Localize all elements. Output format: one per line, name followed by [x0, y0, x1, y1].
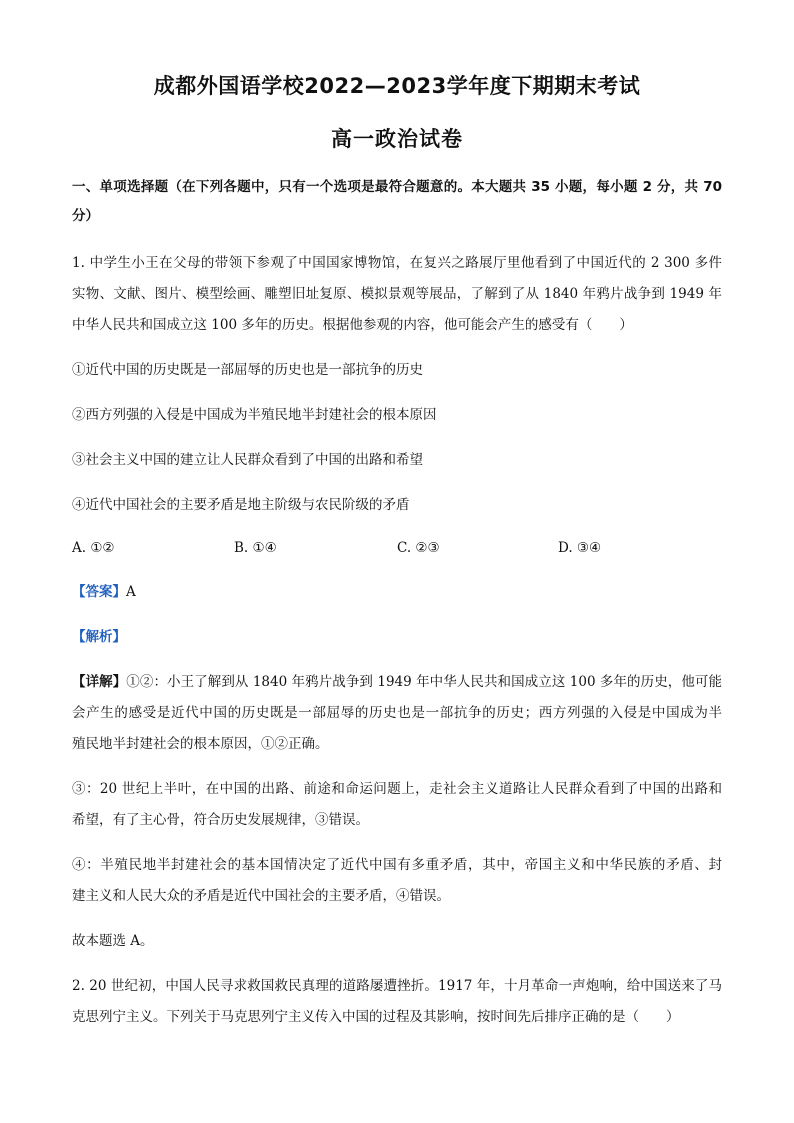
exam-title: 成都外国语学校2022—2023学年度下期期末考试 [153, 74, 641, 98]
q1-option-a: A. ①② [72, 540, 115, 556]
q1-detail-line-2: 会产生的感受是近代中国的历史既是一部屈辱的历史也是一部抗争的历史；西方列强的入侵是中国成为半 [72, 705, 722, 721]
q1-option-b: B. ①④ [234, 540, 277, 556]
q1-point4-line-2: 建主义和人民大众的矛盾是近代中国社会的主要矛盾，④错误。 [72, 888, 450, 904]
section-instructions-line-1: 一、单项选择题（在下列各题中，只有一个选项是最符合题意的。本大题共 35 小题，每小题 2 分，共 70 [72, 179, 722, 195]
answer-label: 【答案】 [72, 584, 126, 600]
detail-label: 【详解】 [72, 674, 127, 690]
q1-conclusion: 故本题选 A。 [72, 933, 154, 949]
q1-statement-2: ②西方列强的入侵是中国成为半殖民地半封建社会的根本原因 [72, 407, 437, 423]
section-instructions-line-2: 分） [72, 208, 99, 224]
q1-statement-1: ①近代中国的历史既是一部屈辱的历史也是一部抗争的历史 [72, 362, 423, 378]
q1-detail-line-1 [72, 672, 722, 692]
q1-option-c: C. ②③ [397, 540, 440, 556]
q1-detail-line-3: 殖民地半封建社会的根本原因，①②正确。 [72, 736, 329, 752]
q1-statement-3: ③社会主义中国的建立让人民群众看到了中国的出路和希望 [72, 452, 423, 468]
q1-stem-line-1: 1. 中学生小王在父母的带领下参观了中国国家博物馆，在复兴之路展厅里他看到了中国近代的 2 300 多件 [72, 255, 722, 271]
q1-stem-line-2: 实物、文献、图片、模型绘画、雕塑旧址复原、模拟景观等展品，了解到了从 1840 年鸦片战争到 1949 年 [72, 286, 722, 302]
q1-answer [72, 582, 722, 602]
q1-option-d: D. ③④ [558, 540, 602, 556]
analysis-label: 【解析】 [72, 629, 126, 645]
q1-statement-4: ④近代中国社会的主要矛盾是地主阶级与农民阶级的矛盾 [72, 497, 410, 513]
answer-value: A [126, 584, 136, 600]
exam-subtitle: 高一政治试卷 [331, 127, 463, 151]
q1-point3-line-2: 希望，有了主心骨，符合历史发展规律，③错误。 [72, 812, 369, 828]
q2-stem-line-1: 2. 20 世纪初，中国人民寻求救国救民真理的道路屡遭挫折。1917 年，十月革命一声炮响，给中国送来了马 [72, 978, 722, 994]
q1-point3-line-1: ③：20 世纪上半叶，在中国的出路、前途和命运问题上，走社会主义道路让人民群众看到了中国的出路和 [72, 781, 722, 797]
q2-stem-line-2: 克思列宁主义。下列关于马克思列宁主义传入中国的过程及其影响，按时间先后排序正确的是（ ） [72, 1009, 680, 1025]
detail-text-1: ①②：小王了解到从 1840 年鸦片战争到 1949 年中华人民共和国成立这 100 多年的历史，他可能 [126, 674, 722, 690]
q1-stem-line-3: 中华人民共和国成立这 100 多年的历史。根据他参观的内容，他可能会产生的感受有（ ） [72, 317, 633, 333]
q1-point4-line-1: ④：半殖民地半封建社会的基本国情决定了近代中国有多重矛盾，其中，帝国主义和中华民族的矛盾、封 [72, 857, 722, 873]
q1-analysis [72, 627, 722, 647]
